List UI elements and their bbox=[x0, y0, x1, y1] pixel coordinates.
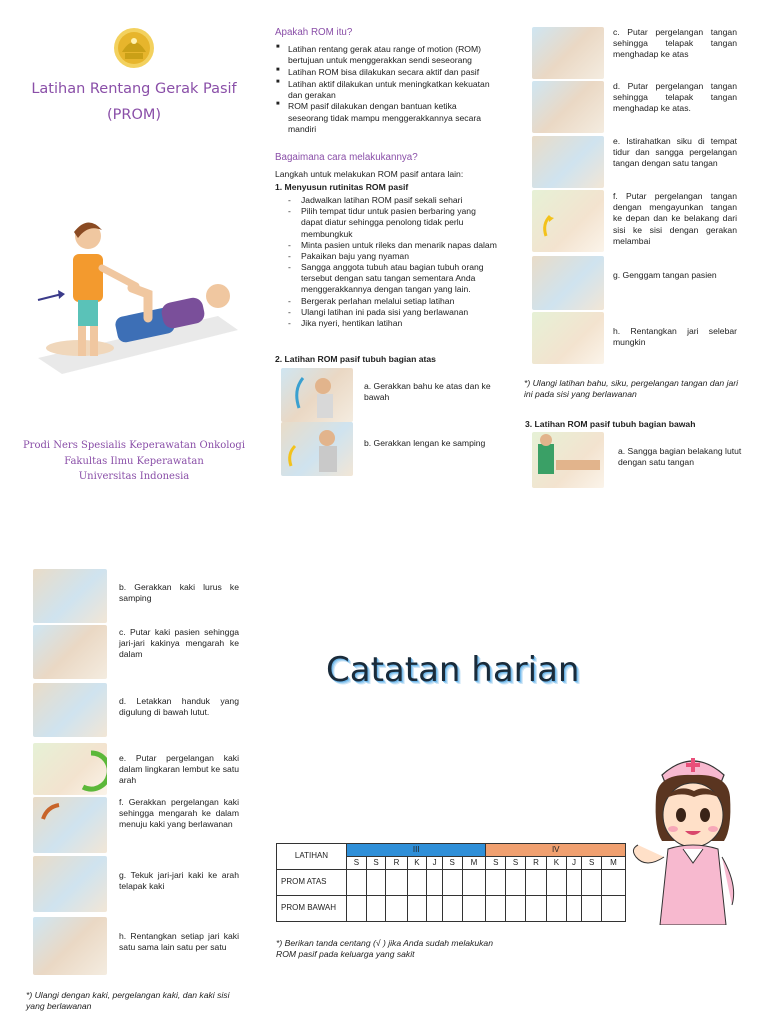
check-cell[interactable] bbox=[386, 896, 407, 922]
list-item: - Pilih tempat tidur untuk pasien berbaring yang dapat diatur sehingga penolong tidak perlu membungkuk bbox=[275, 206, 497, 240]
week-3-header: III bbox=[347, 844, 486, 857]
step-h-text: h. Rentangkan jari selebar mungkin bbox=[613, 326, 737, 348]
diary-note: *) Berikan tanda centang (√ ) jika Anda sudah melakukan ROM pasif pada keluarga yang sakit bbox=[276, 938, 493, 960]
steps-intro: Langkah untuk melakukan ROM pasif antara lain: bbox=[275, 169, 464, 179]
section-heading-what-is-rom: Apakah ROM itu? bbox=[275, 27, 353, 38]
cover-illustration bbox=[18, 208, 248, 380]
toe-spread-photo bbox=[33, 917, 107, 975]
table-header-latihan: LATIHAN bbox=[277, 844, 347, 870]
check-cell[interactable] bbox=[366, 896, 386, 922]
check-cell[interactable] bbox=[407, 870, 427, 896]
lower-body-note: *) Ulangi dengan kaki, pergelangan kaki, dan kaki sisi yang berlawanan bbox=[26, 990, 230, 1012]
list-item: - Jika nyeri, hentikan latihan bbox=[275, 318, 497, 329]
check-cell[interactable] bbox=[602, 896, 626, 922]
day-header: S bbox=[486, 857, 506, 870]
day-header: R bbox=[525, 857, 546, 870]
step3-title: 3. Latihan ROM pasif tubuh bagian bawah bbox=[525, 419, 696, 429]
check-cell[interactable] bbox=[525, 870, 546, 896]
wrist-palm-up-photo bbox=[532, 27, 604, 79]
day-header: K bbox=[407, 857, 427, 870]
check-cell[interactable] bbox=[547, 896, 567, 922]
list-item: - Jadwalkan latihan ROM pasif sekali sehari bbox=[275, 195, 497, 206]
step2-a-text: a. Gerakkan bahu ke atas dan ke bawah bbox=[364, 381, 491, 403]
day-header: K bbox=[547, 857, 567, 870]
step-c-text: c. Putar pergelangan tangan sehingga telapak tangan menghadap ke atas bbox=[613, 27, 737, 60]
upper-body-note: *) Ulangi latihan bahu, siku, pergelangan tangan dan jari ini pada sisi yang berlawanan bbox=[524, 378, 739, 400]
knee-support-photo bbox=[532, 432, 604, 488]
arm-side-exercise-photo bbox=[281, 422, 353, 476]
check-cell[interactable] bbox=[547, 870, 567, 896]
step-d-text: d. Putar pergelangan tangan sehingga telapak tangan menghadap ke atas. bbox=[613, 81, 737, 114]
diary-title: Catatan harian bbox=[326, 650, 580, 690]
list-item: ■ Latihan rentang gerak atau range of motion (ROM) bertujuan untuk menggerakkan sendi seseorang bbox=[274, 44, 496, 66]
day-header: J bbox=[566, 857, 582, 870]
check-cell[interactable] bbox=[347, 870, 367, 896]
brochure-title: Latihan Rentang Gerak Pasif bbox=[31, 81, 237, 97]
row-label-prom-atas: PROM ATAS bbox=[277, 870, 347, 896]
lower-step-b-text: b. Gerakkan kaki lurus ke samping bbox=[119, 582, 239, 604]
lower-step-e-text: e. Putar pergelangan kaki dalam lingkaran lembut ke satu arah bbox=[119, 753, 239, 786]
section-heading-how: Bagaimana cara melakukannya? bbox=[275, 152, 418, 163]
check-cell[interactable] bbox=[486, 896, 506, 922]
daily-log-table bbox=[276, 843, 626, 922]
check-cell[interactable] bbox=[427, 870, 443, 896]
rom-definition-list bbox=[274, 44, 496, 135]
list-item: ■ ROM pasif dilakukan dengan bantuan ketika seseorang tidak mampu menggerakkannya secara mandiri bbox=[274, 101, 496, 135]
check-cell[interactable] bbox=[582, 870, 602, 896]
institution-line: Fakultas Ilmu Keperawatan bbox=[64, 455, 204, 467]
university-logo bbox=[112, 26, 156, 70]
day-header: S bbox=[506, 857, 526, 870]
institution-line: Prodi Ners Spesialis Keperawatan Onkologi bbox=[22, 440, 246, 451]
institution-line: Universitas Indonesia bbox=[78, 471, 190, 482]
list-item: - Minta pasien untuk rileks dan menarik napas dalam bbox=[275, 240, 497, 251]
check-cell[interactable] bbox=[462, 896, 486, 922]
list-item: ■ Latihan ROM bisa dilakukan secara aktif dan pasif bbox=[274, 67, 496, 78]
check-cell[interactable] bbox=[582, 896, 602, 922]
brochure-subtitle: (PROM) bbox=[106, 107, 162, 123]
check-cell[interactable] bbox=[506, 870, 526, 896]
leg-side-photo bbox=[33, 569, 107, 623]
institution-block bbox=[10, 438, 258, 485]
step1-list bbox=[275, 195, 497, 329]
ankle-inward-photo bbox=[33, 797, 107, 853]
list-item: - Ulangi latihan ini pada sisi yang berlawanan bbox=[275, 307, 497, 318]
check-cell[interactable] bbox=[442, 896, 462, 922]
check-cell[interactable] bbox=[347, 896, 367, 922]
wrist-rotate-photo bbox=[532, 81, 604, 133]
lower-step-g-text: g. Tekuk jari-jari kaki ke arah telapak kaki bbox=[119, 870, 239, 892]
check-cell[interactable] bbox=[407, 896, 427, 922]
check-cell[interactable] bbox=[462, 870, 486, 896]
finger-spread-photo bbox=[532, 312, 604, 364]
wrist-wave-photo bbox=[532, 190, 604, 252]
elbow-support-photo bbox=[532, 136, 604, 188]
list-item: - Bergerak perlahan melalui setiap latihan bbox=[275, 296, 497, 307]
list-item: - Sangga anggota tubuh atau bagian tubuh orang tersebut dengan satu tangan sementara Anda menggerakkannya dengan tangan yang lain. bbox=[275, 262, 497, 296]
check-cell[interactable] bbox=[525, 896, 546, 922]
towel-knee-photo bbox=[33, 683, 107, 737]
lower-step-d-text: d. Letakkan handuk yang digulung di bawah lutut. bbox=[119, 696, 239, 718]
check-cell[interactable] bbox=[506, 896, 526, 922]
check-cell[interactable] bbox=[366, 870, 386, 896]
list-item: - Pakaikan baju yang nyaman bbox=[275, 251, 497, 262]
lower-step-f-text: f. Gerakkan pergelangan kaki sehingga mengarah ke dalam menuju kaki yang berlawanan bbox=[119, 797, 239, 830]
check-cell[interactable] bbox=[442, 870, 462, 896]
lower-step-h-text: h. Rentangkan setiap jari kaki satu sama lain satu per satu bbox=[119, 931, 239, 953]
step2-title: 2. Latihan ROM pasif tubuh bagian atas bbox=[275, 354, 436, 364]
step-g-text: g. Genggam tangan pasien bbox=[613, 270, 717, 280]
day-header: S bbox=[442, 857, 462, 870]
day-header: S bbox=[347, 857, 367, 870]
day-header: S bbox=[582, 857, 602, 870]
step-e-text: e. Istirahatkan siku di tempat tidur dan sangga pergelangan tangan dengan satu tangan bbox=[613, 136, 737, 169]
check-cell[interactable] bbox=[602, 870, 626, 896]
day-header: J bbox=[427, 857, 443, 870]
step-f-text: f. Putar pergelangan tangan dengan mengayunkan tangan ke depan dan ke belakang dari sisi ke sisi dengan gerakan melambai bbox=[613, 191, 737, 246]
lower-step-c-text: c. Putar kaki pasien sehingga jari-jari kakinya mengarah ke dalam bbox=[119, 627, 239, 660]
ankle-circle-photo bbox=[33, 743, 107, 795]
step3-a-text: a. Sangga bagian belakang lutut dengan satu tangan bbox=[618, 446, 742, 468]
row-label-prom-bawah: PROM BAWAH bbox=[277, 896, 347, 922]
foot-rotate-photo bbox=[33, 625, 107, 679]
day-header: M bbox=[602, 857, 626, 870]
list-item: ■ Latihan aktif dilakukan untuk meningkatkan kekuatan dan gerakan bbox=[274, 79, 496, 101]
check-cell[interactable] bbox=[386, 870, 407, 896]
check-cell[interactable] bbox=[566, 870, 582, 896]
nurse-illustration bbox=[628, 745, 758, 925]
check-cell[interactable] bbox=[486, 870, 506, 896]
check-cell[interactable] bbox=[427, 896, 443, 922]
toe-bend-photo bbox=[33, 856, 107, 912]
hand-grip-photo bbox=[532, 256, 604, 310]
step1-title: 1. Menyusun rutinitas ROM pasif bbox=[275, 182, 409, 192]
week-4-header: IV bbox=[486, 844, 626, 857]
day-header: S bbox=[366, 857, 386, 870]
day-header: M bbox=[462, 857, 486, 870]
shoulder-exercise-photo bbox=[281, 368, 353, 422]
day-header: R bbox=[386, 857, 407, 870]
check-cell[interactable] bbox=[566, 896, 582, 922]
step2-b-text: b. Gerakkan lengan ke samping bbox=[364, 438, 486, 448]
